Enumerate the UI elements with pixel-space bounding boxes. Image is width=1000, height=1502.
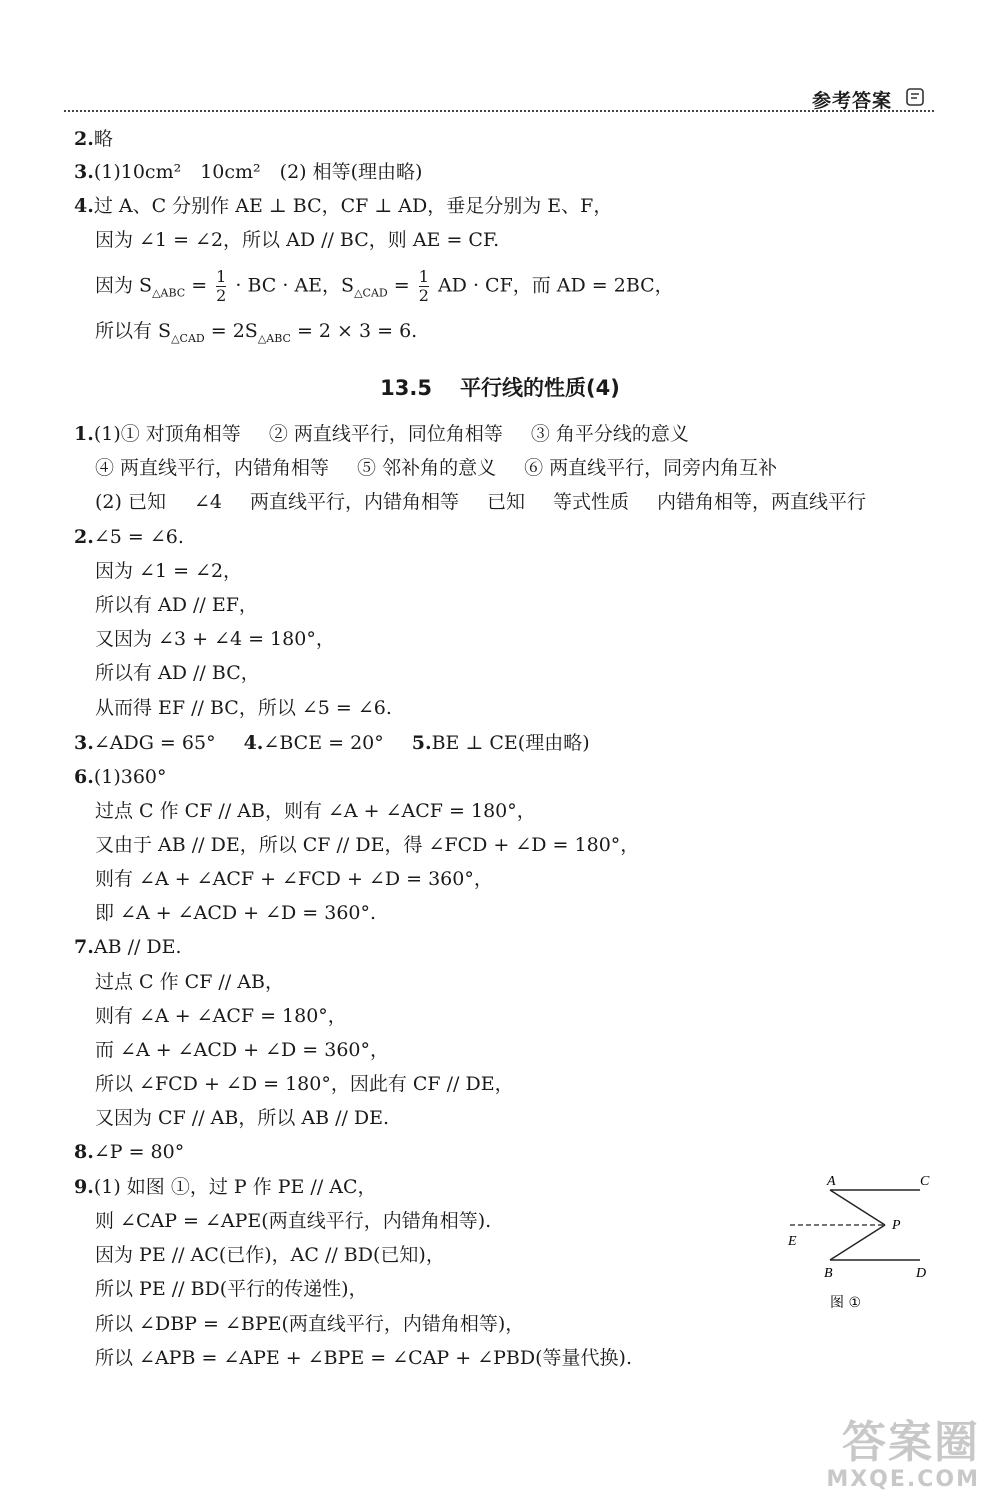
fraction-half: $\frac{1}{2}$ <box>216 267 227 305</box>
label-a: A <box>827 1174 836 1189</box>
answer-q2-line: 2.∠5 = ∠6. <box>74 526 184 548</box>
label-d: D <box>916 1266 927 1281</box>
line-ap <box>830 1190 885 1225</box>
answer-q7-line: 而 ∠A + ∠ACD + ∠D = 360°， <box>95 1039 390 1061</box>
answer-q2-line: 因为 ∠1 = ∠2， <box>95 560 243 582</box>
top-q4-line3: 因为 $S_{\triangle ABC}$ = $\frac{1}{2}$ · BC · AE，$S_{\triangle CAD}$ = $\frac{1}{2}$ AD · CF，而 AD = 2BC， <box>95 267 674 305</box>
figure-1-diagram <box>780 1165 940 1325</box>
answer-q6-line: 6.(1)360° <box>74 766 167 788</box>
answer-q9-line: 9.(1) 如图 ①，过 P 作 PE // AC， <box>74 1176 377 1198</box>
answer-q2-line: 从而得 EF // BC，所以 ∠5 = ∠6. <box>95 697 392 719</box>
top-q4-line2: 因为 ∠1 = ∠2，所以 AD // BC，则 AE = CF. <box>95 229 500 251</box>
label-b: B <box>824 1266 833 1281</box>
section-title: 13.5 平行线的性质(4) <box>380 376 620 400</box>
top-q2: 2.略 <box>74 128 113 150</box>
answer-q7-line: 则有 ∠A + ∠ACF = 180°， <box>95 1005 347 1027</box>
header-divider <box>64 110 934 112</box>
top-q4-line4: 所以有 $S_{\triangle CAD} = 2S_{\triangle ABC} = 2 \times 3 = 6$. <box>95 320 418 345</box>
line-bp <box>830 1225 885 1260</box>
answer-q6-line: 即 ∠A + ∠ACD + ∠D = 360°. <box>95 902 377 924</box>
answer-q1-line3: (2) 已知 ∠4 两直线平行，内错角相等 已知 等式性质 内错角相等，两直线平行 <box>95 491 867 513</box>
watermark-logo-text: 答案圈 <box>842 1417 980 1468</box>
answer-q7-line: 又因为 CF // AB，所以 AB // DE. <box>95 1107 390 1129</box>
answer-q6-line: 过点 C 作 CF // AB，则有 ∠A + ∠ACF = 180°， <box>95 800 536 822</box>
figure-caption: 图 ① <box>830 1295 862 1311</box>
top-q4-line1: 4.过 A、C 分别作 AE ⊥ BC，CF ⊥ AD，垂足分别为 E、F， <box>74 195 613 217</box>
watermark-url: MXQE.COM <box>826 1467 980 1492</box>
answer-q9-line: 则 ∠CAP = ∠APE(两直线平行，内错角相等). <box>95 1210 492 1232</box>
answer-q1-line2: ④ 两直线平行，内错角相等 ⑤ 邻补角的意义 ⑥ 两直线平行，同旁内角互补 <box>95 457 778 479</box>
answer-q3-q5-line: 3.∠ADG = 65° 4.∠BCE = 20° 5.BE ⊥ CE(理由略) <box>74 732 590 754</box>
answer-q7-line: 过点 C 作 CF // AB， <box>95 971 284 993</box>
label-c: C <box>920 1174 930 1189</box>
answer-q7-line: 7.AB // DE. <box>74 936 182 958</box>
watermark <box>826 1419 980 1492</box>
label-p: P <box>892 1218 901 1233</box>
answer-q2-line: 又因为 ∠3 + ∠4 = 180°， <box>95 628 335 650</box>
fraction-half: $\frac{1}{2}$ <box>418 267 429 305</box>
answer-q9-line: 所以 ∠APB = ∠APE + ∠BPE = ∠CAP + ∠PBD(等量代换). <box>95 1347 632 1369</box>
answer-q6-line: 又由于 AB // DE，所以 CF // DE，得 ∠FCD + ∠D = 180°， <box>95 834 640 856</box>
answer-q9-line: 所以 PE // BD(平行的传递性)， <box>95 1278 368 1300</box>
answer-q9-line: 因为 PE // AC(已作)，AC // BD(已知)， <box>95 1244 445 1266</box>
answer-q7-line: 所以 ∠FCD + ∠D = 180°，因此有 CF // DE， <box>95 1073 514 1095</box>
header-label: 参考答案 <box>812 90 893 112</box>
answer-q9-line: 所以 ∠DBP = ∠BPE(两直线平行，内错角相等)， <box>95 1313 525 1335</box>
answer-q6-line: 则有 ∠A + ∠ACF + ∠FCD + ∠D = 360°， <box>95 868 493 890</box>
answer-q8-line: 8.∠P = 80° <box>74 1141 185 1163</box>
label-e: E <box>788 1234 797 1249</box>
top-q3: 3.(1)10cm² 10cm² (2) 相等(理由略) <box>74 161 423 183</box>
answer-q1-line1: 1.(1)① 对顶角相等 ② 两直线平行，同位角相等 ③ 角平分线的意义 <box>74 423 689 445</box>
answer-q2-line: 所以有 AD // BC， <box>95 662 260 684</box>
answer-q2-line: 所以有 AD // EF， <box>95 594 258 616</box>
bookmark-icon <box>906 88 924 106</box>
